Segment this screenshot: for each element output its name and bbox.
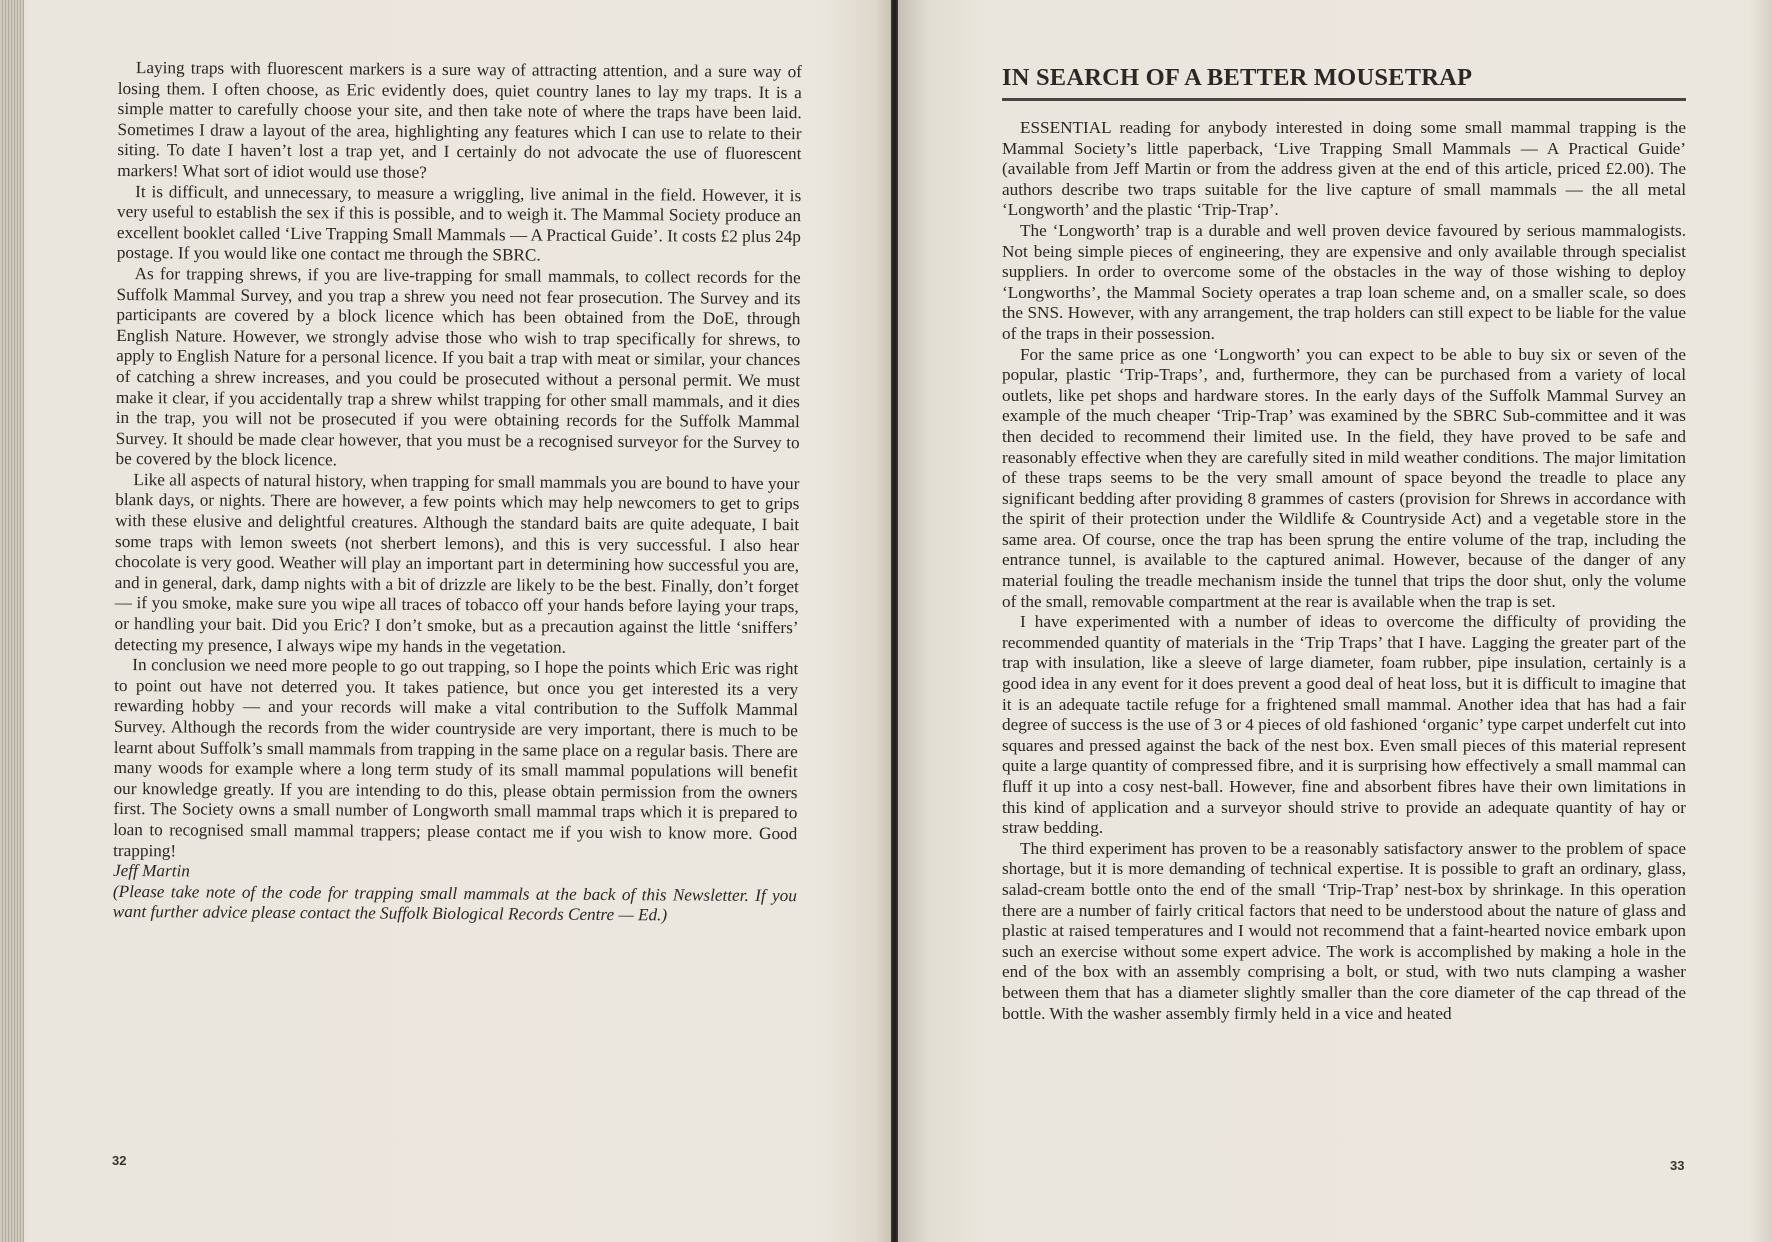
book-gutter bbox=[891, 0, 898, 1242]
paragraph: As for trapping shrews, if you are live-trapping for small mammals, to collect records for the Suffolk Mammal Survey, and you trap a shrew you need not fear prosecution. The Survey and its participants are covered by a block licence which has been obtained from the DoE, through English Nature. However, we strongly advise those who wish to trap specifically for shrews, to apply to English Nature for a personal licence. If you bait a trap with meat or similar, your chances of catching a shrew increases, and you could be prosecuted without a personal permit. We must make it clear, if you accidentally trap a shrew whilst trapping for other small mammals, and it dies in the trap, you will not be prosecuted if you were obtaining records for the Suffolk Mammal Survey. It should be made clear however, that you must be a recognised surveyor for the Survey to be covered by the block licence. bbox=[115, 264, 801, 470]
paragraph: The third experiment has proven to be a reasonably satisfactory answer to the problem of space shortage, but it is more demanding of technical expertise. It is possible to graft an ordinary, glass, salad-cream bottle onto the end of the small ‘Trip-Trap’ nest-box by shrinkage. In this operation there are a number of fairly critical factors that need to be understood about the nature of glass and plastic at raised temperatures and I would not recommend that a faint-hearted novice embark upon such an exercise without some expert advice. The work is accomplished by making a hole in the end of the box with an assembly comprising a bolt, or stud, with two nuts clamping a washer between them that has a diameter slightly smaller than the core diameter of the cap thread of the bottle. With the washer assembly firmly held in a vice and heated bbox=[1002, 838, 1686, 1023]
paragraph: Laying traps with fluorescent markers is a sure way of attracting attention, and a sure way of losing them. I often choose, as Eric evidently does, quiet country lanes to lay my traps. It is a simple matter to carefully choose your site, and then take note of where the traps have been laid. Sometimes I draw a layout of the area, highlighting any features which I can use to relate to their siting. To date I haven’t lost a trap yet, and I certainly do not advocate the use of fluorescent markers! What sort of idiot would use those? bbox=[117, 58, 802, 182]
article-title: IN SEARCH OF A BETTER MOUSETRAP bbox=[1002, 64, 1473, 91]
paragraph: The ‘Longworth’ trap is a durable and well proven device favoured by serious mammalogists. Not being simple pieces of engineering, they are expensive and only available through specialist suppliers. In order to overcome some of the obstacles in the way of those wishing to deploy ‘Longworths’, the Mammal Society operates a trap loan scheme and, on a smaller scale, so does the SNS. However, with any arrangement, the trap holders can still expect to be liable for the value of the traps in their possession. bbox=[1002, 220, 1686, 343]
paragraph: I have experimented with a number of ideas to overcome the difficulty of providing the recommended quantity of materials in the ‘Trip Traps’ that I have. Lagging the greater part of the trap with insulation, like a sleeve of large diameter, foam rubber, pipe insulation, certainly is a good idea in any event for it does prevent a good deal of heat loss, but it is difficult to imagine that it is an adequate tactile refuge for a frightened small mammal. Another idea that has had a fair degree of success is the use of 3 or 4 pieces of old fashioned ‘organic’ type carpet underfelt cut into squares and pressed against the back of the nest box. Even small pieces of this material represent quite a large quantity of compressed fibre, and it is surprising how effectively a small mammal can fluff it up into a cosy nest-ball. However, fine and absorbent fibres have their own limitations in this kind of application and a surveyor should strive to provide an adequate quantity of hay or straw bedding. bbox=[1002, 612, 1686, 838]
author-signature: Jeff Martin bbox=[112, 861, 190, 881]
page-number-left: 32 bbox=[112, 1153, 127, 1168]
right-page-text bbox=[1002, 118, 1686, 1024]
page-edge-stack bbox=[0, 0, 24, 1242]
paragraph: For the same price as one ‘Longworth’ you can expect to be able to buy six or seven of the popular, plastic ‘Trip-Traps’, and, furthermore, they can be purchased from a variety of local outlets, like pet shops and hardware stores. In the early days of the Suffolk Mammal Survey an example of the much cheaper ‘Trip-Trap’ was examined by the SBRC Sub-committee and it was then decided to recommend their limited use. In the field, they have proved to be safe and reasonably effective when they are carefully sited in mild weather conditions. The major limitation of these traps seems to be the very small amount of space beyond the treadle to place any significant bedding after providing 8 grammes of casters (provision for Shrews in accordance with the spirit of their protection under the Wildlife & Countryside Act) and a vegetable store in the same area. Of course, once the trap has been sprung the entire volume of the trap, including the entrance tunnel, is available to the captured animal. However, because of the danger of any material fouling the treadle mechanism inside the tunnel that trips the door shut, only the volume of the small, removable compartment at the rear is available when the trap is set. bbox=[1002, 344, 1686, 611]
editor-note: (Please take note of the code for trapping small mammals at the back of this Newsletter. If you want further advice please contact the Suffolk Biological Records Centre — Ed.) bbox=[112, 881, 797, 925]
paragraph: Like all aspects of natural history, when trapping for small mammals you are bound to have your blank days, or nights. There are however, a few points which may help newcomers to get to grips with these elusive and delightful creatures. Although the standard baits are quite adequate, I bait some traps with lemon sweets (not sherbert lemons), and this is very successful. I also hear chocolate is very good. Weather will play an important part in determining how successful you are, and in general, dark, damp nights with a bit of drizzle are likely to be the best. Finally, don’t forget — if you smoke, make sure you wipe all traces of tobacco off your hands before laying your traps, or handling your bait. Did you Eric? I don’t smoke, but as a precaution against the little ‘sniffers’ detecting my presence, I always wipe my hands in the vegetation. bbox=[114, 469, 800, 657]
paragraph: In conclusion we need more people to go out trapping, so I hope the points which Eric was right to point out have not deterred you. It takes patience, but once you get interested its a very rewarding hobby — and your records will make a vital contribution to the Suffolk Mammal Survey. Although the records from the wider countryside are very important, there is much to be learnt about Suffolk’s small mammals from trapping in the same place on a regular basis. There are many woods for example where a long term study of its small mammal populations will benefit our knowledge greatly. If you are intending to do this, please obtain permission from the owners first. The Society owns a small number of Longworth small mammal traps which it is prepared to loan to recognised small mammal trappers; please contact me if you wish to know more. Good trapping! bbox=[113, 655, 799, 860]
paragraph: ESSENTIAL reading for anybody interested in doing some small mammal trapping is the Mammal Society’s little paperback, ‘Live Trapping Small Mammals — A Practical Guide’ (available from Jeff Martin or from the address given at the end of this article, priced £2.00). The authors describe two traps suitable for the live capture of small mammals — the all metal ‘Longworth’ and the plastic ‘Trip-Trap’. bbox=[1002, 118, 1686, 220]
left-page-text bbox=[113, 58, 802, 927]
paragraph: It is difficult, and unnecessary, to measure a wriggling, live animal in the field. However, it is very useful to establish the sex if this is possible, and to weigh it. The Mammal Society produce an excellent booklet called ‘Live Trapping Small Mammals — A Practical Guide’. It costs £2 plus 24p postage. If you would like one contact me through the SBRC. bbox=[116, 181, 802, 265]
title-rule bbox=[1002, 98, 1686, 101]
page-number-right: 33 bbox=[1670, 1158, 1685, 1173]
